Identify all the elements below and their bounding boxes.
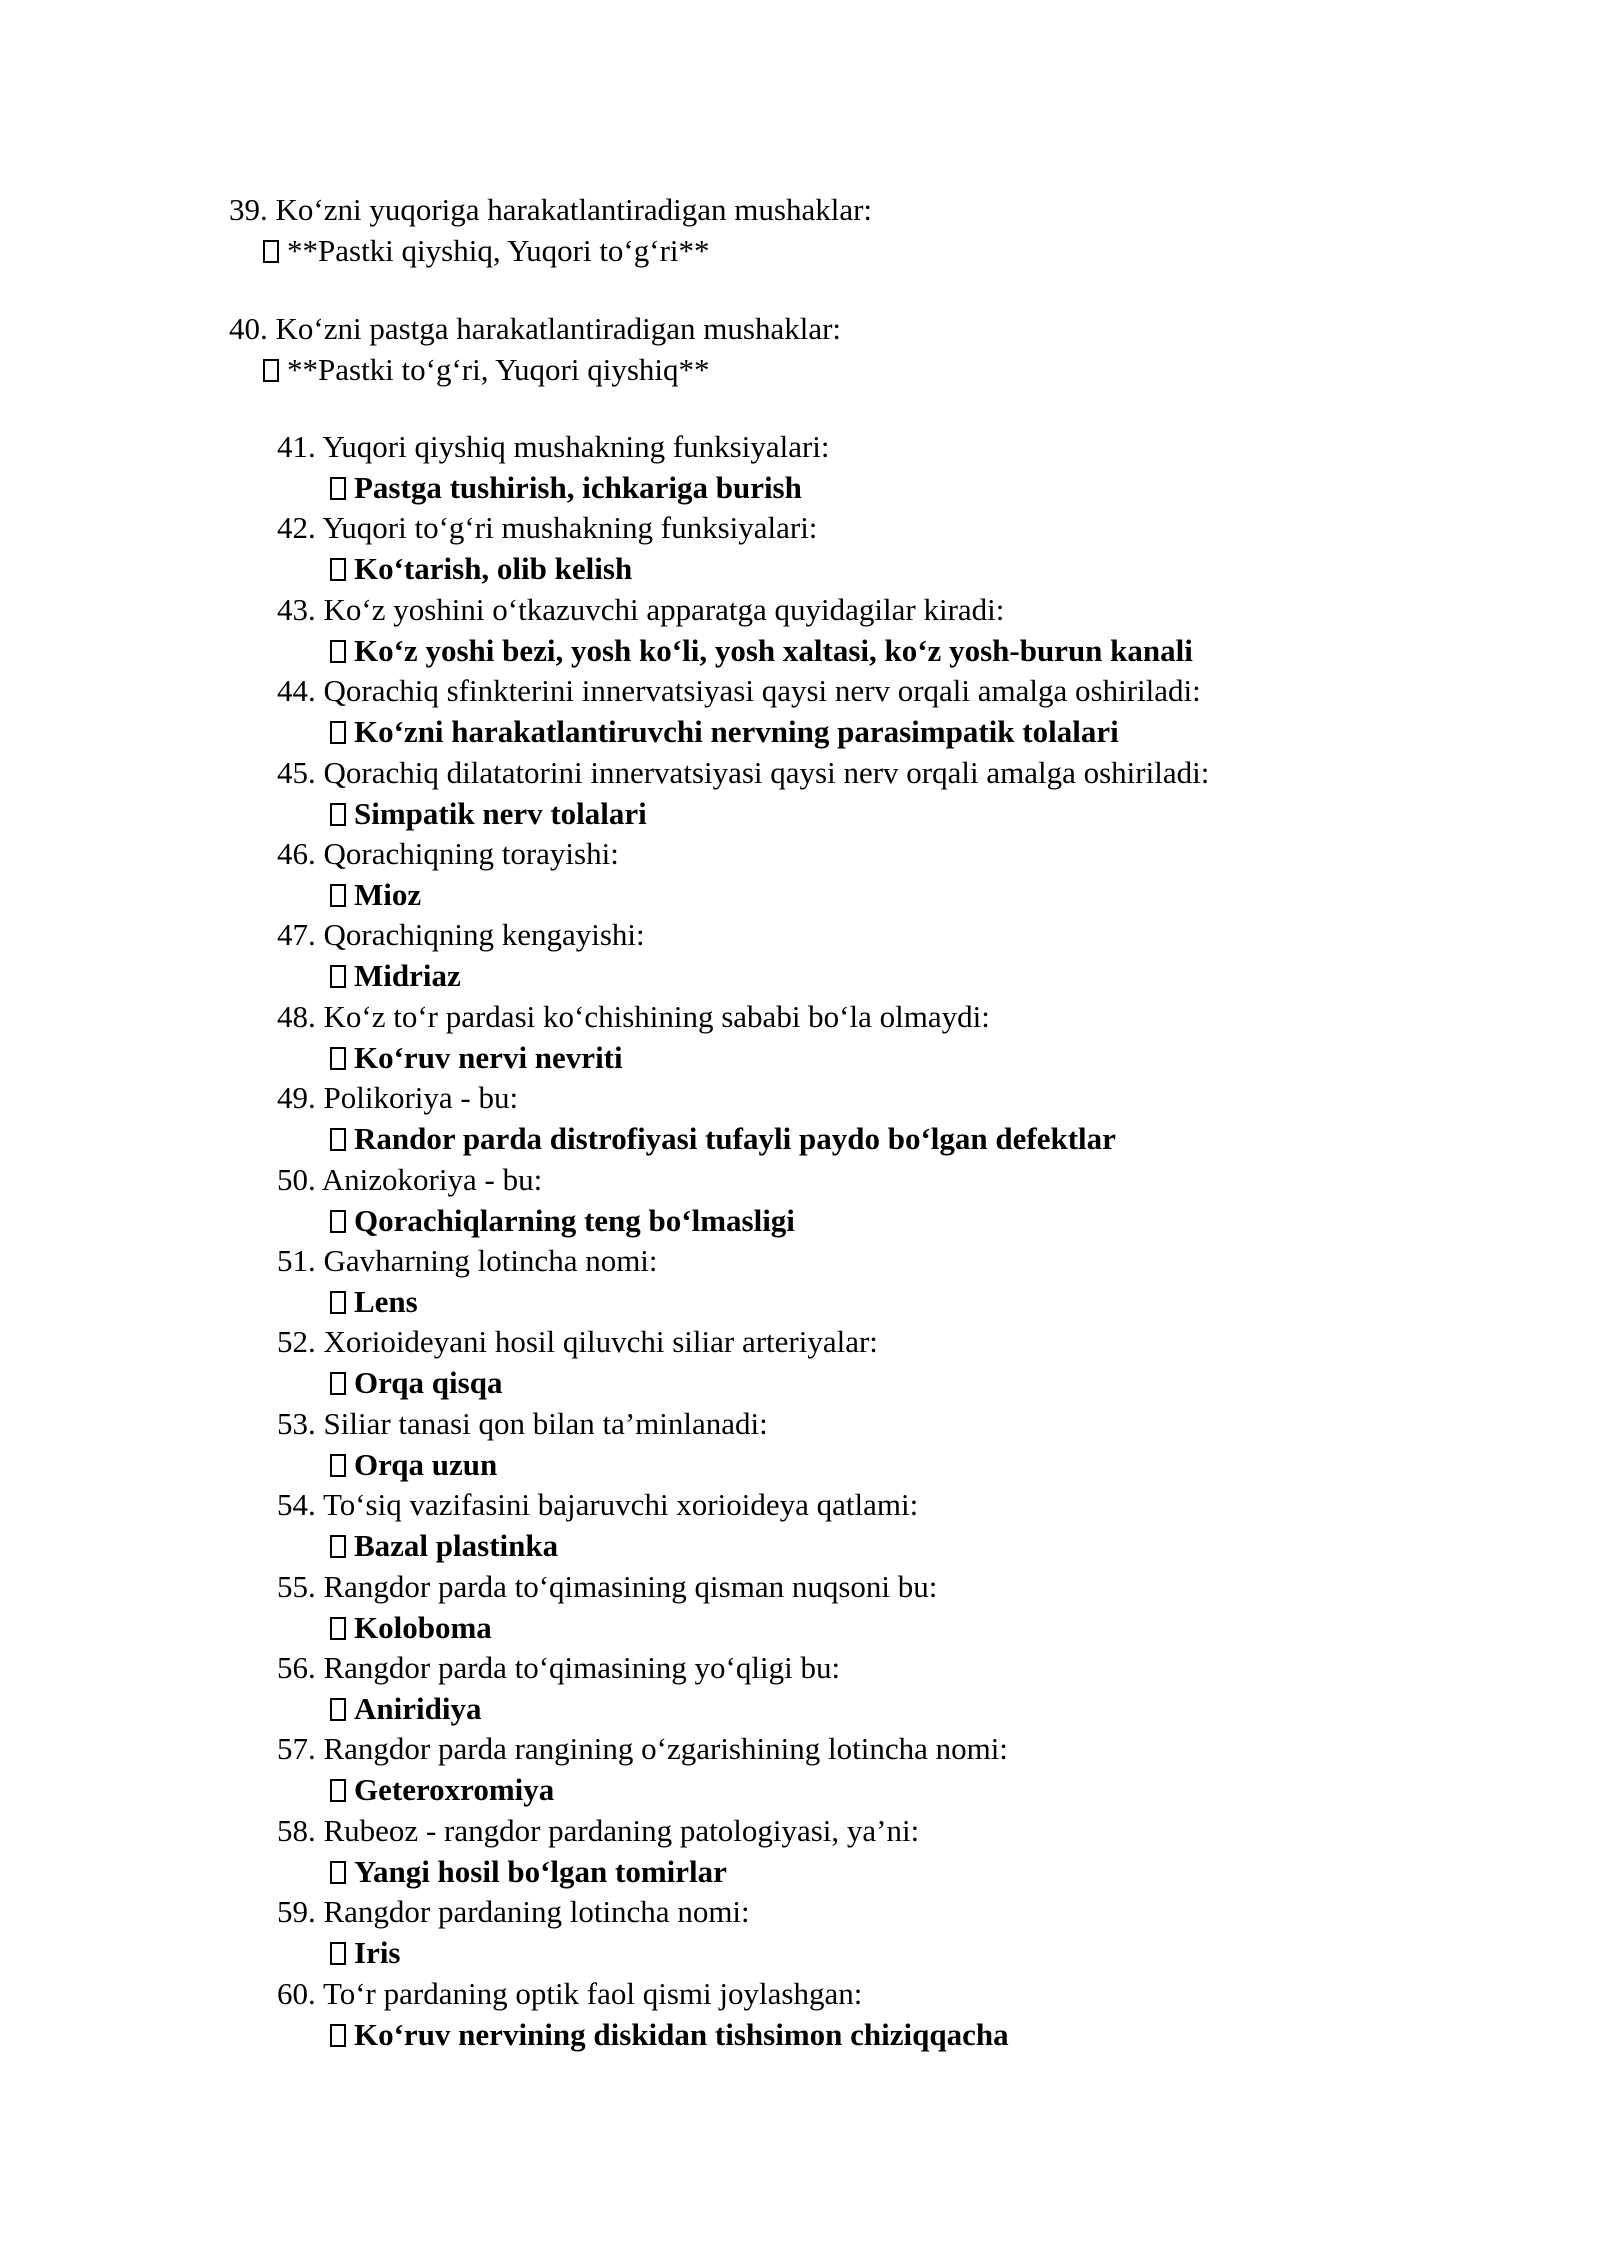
answer-line <box>330 1689 481 1729</box>
question-label: Ko‘z to‘r pardasi ko‘chishining sababi bo‘la olmaydi: <box>323 998 990 1034</box>
question-text <box>277 1241 658 1281</box>
question-text <box>277 508 817 548</box>
answer-text: Ko‘z yoshi bezi, yosh ko‘li, yosh xaltasi, ko‘z yosh-burun kanali <box>354 632 1193 668</box>
question-label: Rangdor parda to‘qimasining qisman nuqsoni bu: <box>323 1568 938 1604</box>
question-number: 54. <box>277 1487 316 1523</box>
question-label: Anizokoriya - bu: <box>321 1161 543 1197</box>
answer-line <box>263 350 710 390</box>
checkbox-icon <box>330 965 346 988</box>
question-text <box>277 1892 750 1932</box>
answer-line <box>330 1282 418 1322</box>
question-number: 42. <box>277 510 316 546</box>
answer-text: Geteroxromiya <box>354 1772 555 1808</box>
answer-line <box>330 712 1119 752</box>
question-label: Rangdor parda to‘qimasining yo‘qligi bu: <box>323 1650 841 1685</box>
question-text <box>277 1160 542 1200</box>
question-text <box>229 309 841 349</box>
answer-text: Ko‘zni harakatlantiruvchi nervning parasimpatik tolalari <box>354 714 1119 750</box>
checkbox-icon <box>330 1291 346 1314</box>
question-label: Yuqori qiyshiq mushakning funksiyalari: <box>322 429 830 464</box>
question-number: 51. <box>277 1243 316 1278</box>
answer-text: Bazal plastinka <box>354 1528 559 1564</box>
question-text <box>229 190 872 230</box>
question-number: 49. <box>277 1080 316 1116</box>
answer-line <box>330 875 421 915</box>
checkbox-icon <box>330 721 346 744</box>
question-number: 48. <box>277 998 316 1034</box>
answer-line <box>330 1201 795 1241</box>
checkbox-icon <box>330 884 346 907</box>
answer-text: Orqa qisqa <box>354 1365 503 1401</box>
answer-line <box>263 231 710 271</box>
question-label: Gavharning lotincha nomi: <box>323 1243 658 1278</box>
question-number: 60. <box>277 1975 316 2011</box>
question-label: Ko‘zni yuqoriga harakatlantiradigan mushaklar: <box>275 192 873 227</box>
answer-text: Qorachiqlarning teng bo‘lmasligi <box>354 1202 795 1238</box>
answer-line <box>330 1363 502 1403</box>
question-number: 57. <box>277 1731 316 1767</box>
question-label: Rangdor pardaning lotincha nomi: <box>323 1894 750 1930</box>
answer-line <box>330 1526 558 1566</box>
question-label: Qorachiqning kengayishi: <box>323 917 645 953</box>
checkbox-icon <box>330 1128 346 1151</box>
question-number: 39. <box>229 192 268 227</box>
answer-line <box>330 1445 497 1485</box>
answer-line <box>330 1038 623 1078</box>
question-text <box>277 1729 1008 1769</box>
question-label: Qorachiq dilatatorini innervatsiyasi qaysi nerv orqali amalga oshiriladi: <box>323 754 1210 790</box>
question-text <box>277 1078 518 1118</box>
answer-line <box>330 1933 401 1973</box>
answer-text: Midriaz <box>354 958 461 994</box>
question-number: 43. <box>277 591 316 627</box>
answer-text: Ko‘tarish, olib kelish <box>354 551 633 587</box>
checkbox-icon <box>330 1454 346 1477</box>
answer-text: **Pastki to‘g‘ri, Yuqori qiyshiq** <box>287 352 710 387</box>
question-number: 47. <box>277 917 316 953</box>
question-number: 45. <box>277 754 316 790</box>
question-text <box>277 1485 918 1525</box>
checkbox-icon <box>330 1861 346 1884</box>
question-text <box>277 753 1209 793</box>
answer-line <box>330 794 647 834</box>
question-number: 55. <box>277 1568 316 1604</box>
checkbox-icon <box>330 1535 346 1558</box>
question-number: 56. <box>277 1650 316 1685</box>
checkbox-icon <box>330 1210 346 1233</box>
checkbox-icon <box>263 240 279 263</box>
question-label: Qorachiqning torayishi: <box>323 836 619 871</box>
answer-text: Iris <box>354 1935 401 1971</box>
answer-line <box>330 2015 1009 2055</box>
question-number: 40. <box>229 311 268 346</box>
question-number: 50. <box>277 1161 316 1197</box>
question-label: Ko‘zni pastga harakatlantiradigan mushaklar: <box>275 311 842 346</box>
checkbox-icon <box>330 477 346 500</box>
question-text <box>277 997 990 1037</box>
checkbox-icon <box>330 1047 346 1070</box>
answer-text: Randor parda distrofiyasi tufayli paydo bo‘lgan defektlar <box>354 1121 1116 1157</box>
answer-line <box>330 1770 554 1810</box>
answer-text: Simpatik nerv tolalari <box>354 795 647 831</box>
answer-text: Pastga tushirish, ichkariga burish <box>354 470 802 505</box>
question-text <box>277 1404 768 1444</box>
answer-line <box>330 1852 727 1892</box>
question-label: Qorachiq sfinkterini innervatsiyasi qaysi nerv orqali amalga oshiriladi: <box>323 673 1201 709</box>
question-label: Rangdor parda rangining o‘zgarishining lotincha nomi: <box>323 1731 1008 1767</box>
answer-line <box>330 631 1193 671</box>
question-label: Yuqori to‘g‘ri mushakning funksiyalari: <box>322 510 818 546</box>
question-text <box>277 427 830 467</box>
question-label: Rubeoz - rangdor pardaning patologiyasi, ya’ni: <box>323 1812 920 1848</box>
checkbox-icon <box>330 1779 346 1802</box>
question-label: To‘siq vazifasini bajaruvchi xorioideya qatlami: <box>322 1487 919 1523</box>
question-number: 41. <box>277 429 316 464</box>
question-number: 53. <box>277 1405 316 1441</box>
question-text <box>277 671 1201 711</box>
checkbox-icon <box>330 1372 346 1395</box>
answer-text: Koloboma <box>354 1609 492 1645</box>
answer-text: Orqa uzun <box>354 1446 498 1482</box>
answer-line <box>330 549 632 589</box>
question-text <box>277 590 1004 630</box>
question-label: Siliar tanasi qon bilan ta’minlanadi: <box>323 1405 768 1441</box>
question-text <box>277 915 645 955</box>
question-text <box>277 1567 937 1607</box>
question-number: 46. <box>277 836 316 871</box>
answer-text: Aniridiya <box>354 1691 482 1726</box>
question-label: Xorioideyani hosil qiluvchi siliar arteriyalar: <box>323 1324 878 1360</box>
checkbox-icon <box>330 640 346 663</box>
checkbox-icon <box>330 1617 346 1640</box>
answer-line <box>330 468 802 508</box>
checkbox-icon <box>330 1942 346 1965</box>
question-text <box>277 834 619 874</box>
checkbox-icon <box>330 1698 346 1721</box>
question-text <box>277 1974 862 2014</box>
answer-text: **Pastki qiyshiq, Yuqori to‘g‘ri** <box>287 233 710 268</box>
answer-line <box>330 1608 492 1648</box>
question-label: Polikoriya - bu: <box>323 1080 519 1116</box>
checkbox-icon <box>330 2024 346 2047</box>
question-number: 58. <box>277 1812 316 1848</box>
checkbox-icon <box>263 359 279 382</box>
question-label: To‘r pardaning optik faol qismi joylashgan: <box>322 1975 863 2011</box>
checkbox-icon <box>330 558 346 581</box>
question-number: 44. <box>277 673 316 709</box>
question-text <box>277 1322 878 1362</box>
answer-text: Ko‘ruv nervi nevriti <box>354 1039 623 1075</box>
answer-text: Ko‘ruv nervining diskidan tishsimon chiziqqacha <box>354 2016 1009 2052</box>
answer-text: Mioz <box>354 877 422 912</box>
question-label: Ko‘z yoshini o‘tkazuvchi apparatga quyidagilar kiradi: <box>323 591 1005 627</box>
answer-text: Lens <box>354 1284 418 1319</box>
answer-line <box>330 956 461 996</box>
answer-line <box>330 1119 1116 1159</box>
checkbox-icon <box>330 803 346 826</box>
question-text <box>277 1648 840 1688</box>
answer-text: Yangi hosil bo‘lgan tomirlar <box>354 1853 727 1889</box>
question-text <box>277 1811 919 1851</box>
question-number: 59. <box>277 1894 316 1930</box>
question-number: 52. <box>277 1324 316 1360</box>
